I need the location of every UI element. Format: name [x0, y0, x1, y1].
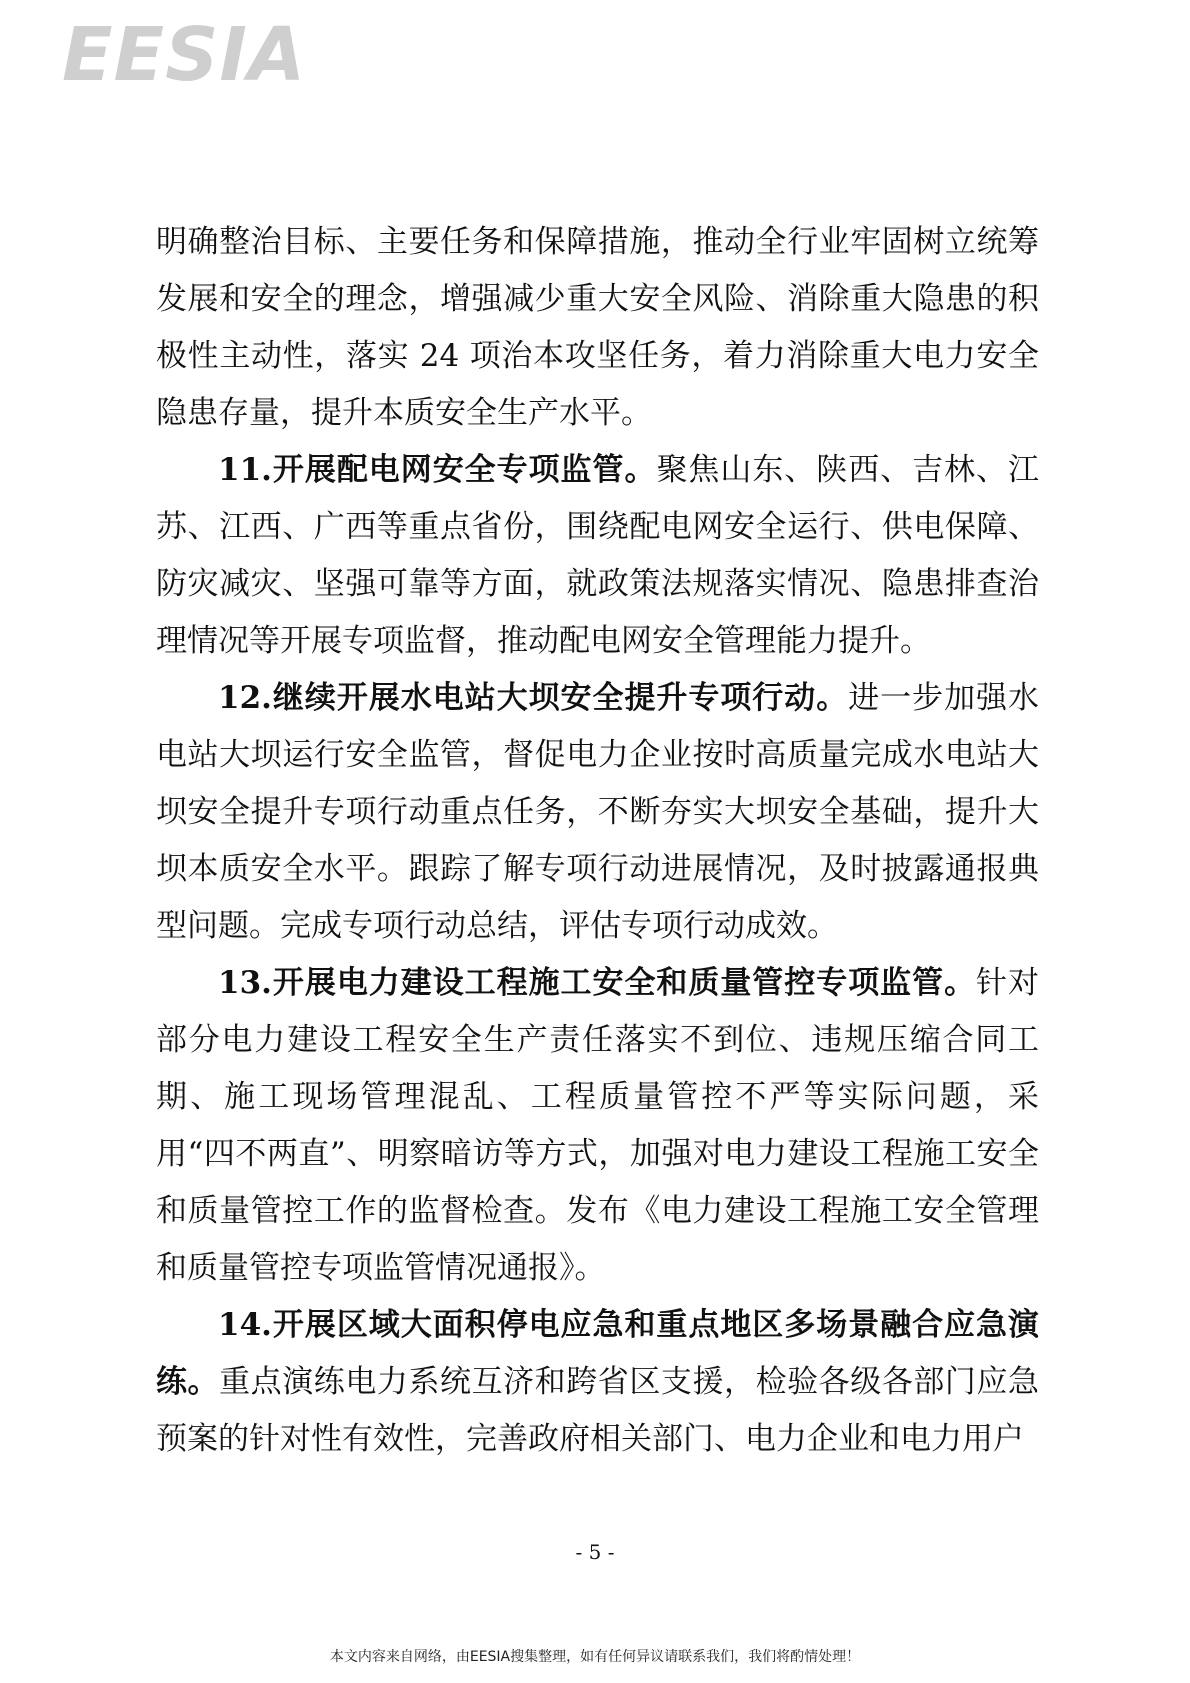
item-14-text: 重点演练电力系统互济和跨省区支援，检验各级各部门应急预案的针对性有效性，完善政府相关部门、电力企业和电力用户 [156, 1364, 1040, 1457]
paragraph-item-13 [156, 955, 1039, 1297]
page-number: - 5 - [575, 1540, 615, 1564]
item-11-heading: 11.开展配电网安全专项监管。 [218, 452, 657, 488]
eesia-logo: EESIA [62, 12, 307, 98]
paragraph-item-12 [156, 670, 1039, 955]
paragraph-item-14 [156, 1297, 1039, 1468]
footer-notice: 本文内容来自网络，由EESIA搜集整理，如有任何异议请联系我们，我们将酌情处理！ [329, 1649, 861, 1665]
document-body [156, 214, 1039, 1468]
item-13-heading: 13.开展电力建设工程施工安全和质量管控专项监管。 [218, 965, 977, 1001]
item-14-heading: 14.开展区域大面积停电应急和重点地区多场景融合应急演练。 [156, 1307, 1039, 1400]
paragraph-item-11 [156, 442, 1039, 670]
item-12-heading: 12.继续开展水电站大坝安全提升专项行动。 [218, 680, 849, 716]
paragraph-continued: 明确整治目标、主要任务和保障措施，推动全行业牢固树立统筹发展和安全的理念，增强减少重大安全风险、消除重大隐患的积极性主动性，落实 24 项治本攻坚任务，着力消除重大电力安全隐患存量，提升本质安全生产水平。 [156, 224, 1039, 431]
item-13-text: 针对部分电力建设工程安全生产责任落实不到位、违规压缩合同工期、施工现场管理混乱、工程质量管控不严等实际问题，采用“四不两直”、明察暗访等方式，加强对电力建设工程施工安全和质量管控工作的监督检查。发布《电力建设工程施工安全管理和质量管控专项监管情况通报》。 [156, 965, 1040, 1286]
item-11-text: 聚焦山东、陕西、吉林、江苏、江西、广西等重点省份，围绕配电网安全运行、供电保障、防灾减灾、坚强可靠等方面，就政策法规落实情况、隐患排查治理情况等开展专项监督，推动配电网安全管理能力提升。 [156, 452, 1040, 659]
item-12-text: 进一步加强水电站大坝运行安全监管，督促电力企业按时高质量完成水电站大坝安全提升专项行动重点任务，不断夯实大坝安全基础，提升大坝本质安全水平。跟踪了解专项行动进展情况，及时披露通报典型问题。完成专项行动总结，评估专项行动成效。 [156, 680, 1040, 944]
